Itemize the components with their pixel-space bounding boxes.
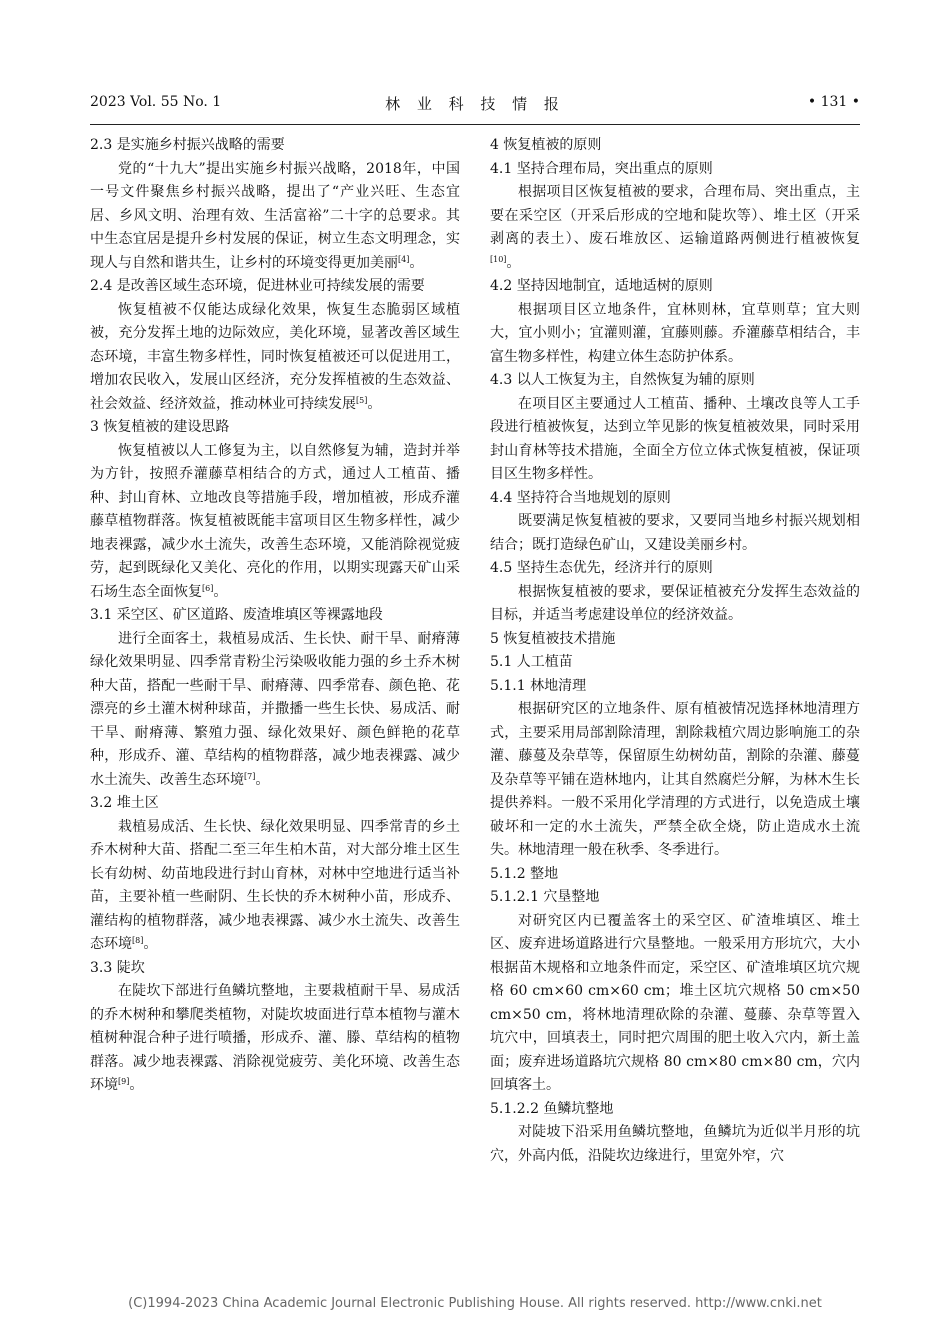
- paragraph-text: 在项目区主要通过人工植苗、播种、土壤改良等人工手段进行植被恢复，达到立竿见影的恢复植被效果，同时采用封山育林等技术措施，全面全方位立体式恢复植被，保证项目区生物多样性。: [490, 395, 860, 482]
- paragraph-text: 栽植易成活、生长快、绿化效果明显、四季常青的乡土乔木树种大苗、搭配二至三年生柏木苗，对大部分堆土区生长有幼树、幼苗地段进行封山育林，对林中空地进行适当补苗，主要补植一些耐阴、生长快的乔木树种小苗，形成乔、灌结构的植物群落，减少地表裸露、减少水土流失、改善生态环境: [90, 818, 460, 952]
- heading-text: 5.1.2.2 鱼鳞坑整地: [490, 1100, 614, 1117]
- heading-text: 5.1 人工植苗: [490, 654, 573, 670]
- right-column: [490, 134, 860, 1168]
- citation-ref: [8]: [132, 936, 144, 945]
- left-column: [90, 134, 460, 1098]
- heading-text: 4.2 坚持因地制宜，适地适树的原则: [490, 278, 713, 294]
- section-heading: [490, 557, 860, 581]
- paragraph-text: 根据项目区立地条件，宜林则林，宜草则草；宜大则大，宜小则小；宜灌则灌，宜藤则藤。乔灌藤草相结合，丰富生物多样性，构建立体生态防护体系。: [490, 301, 860, 365]
- citation-ref: [5]: [356, 395, 368, 405]
- paragraph-text: 对陡坡下沿采用鱼鳞坑整地，鱼鳞坑为近似半月形的坑穴，外高内低，沿陡坎边缘进行，里宽外窄，穴: [490, 1124, 860, 1164]
- heading-text: 2.3 是实施乡村振兴战略的需要: [90, 137, 285, 153]
- section-heading: [490, 886, 860, 910]
- section-heading: [490, 651, 860, 675]
- paragraph-text: 根据恢复植被的要求，要保证植被充分发挥生态效益的目标，并适当考虑建设单位的经济效益。: [490, 583, 860, 623]
- journal-volume: 2023 Vol. 55 No. 1: [90, 94, 222, 110]
- body-paragraph: [490, 698, 860, 863]
- citation-ref: [10]: [490, 254, 507, 264]
- heading-text: 5.1.1 林地清理: [490, 677, 587, 694]
- section-heading: [90, 134, 460, 158]
- heading-text: 4.5 坚持生态优先，经济并行的原则: [490, 560, 713, 576]
- section-heading: [90, 416, 460, 440]
- section-heading: [490, 158, 860, 182]
- body-paragraph: [490, 1121, 860, 1168]
- paragraph-tail: 。: [409, 254, 424, 271]
- paragraph-text: 恢复植被不仅能达成绿化效果，恢复生态脆弱区域植被，充分发挥土地的边际效应，美化环境，显著改善区域生态环境，丰富生物多样性，同时恢复植被还可以促进用工，增加农民收入，发展山区经济，充分发挥植被的生态效益、社会效益、经济效益，推动林业可持续发展: [90, 301, 460, 412]
- body-paragraph: [90, 816, 460, 957]
- heading-text: 3.1 采空区、矿区道路、废渣堆填区等裸露地段: [90, 607, 383, 623]
- section-heading: [90, 604, 460, 628]
- body-paragraph: [490, 581, 860, 628]
- citation-ref: [6]: [202, 583, 214, 593]
- heading-text: 5 恢复植被技术措施: [490, 630, 616, 647]
- paragraph-text: 根据研究区的立地条件、原有植被情况选择林地清理方式，主要采用局部割除清理，割除栽植穴周边影响施工的杂灌、藤蔓及杂草等，保留原生幼树幼苗，割除的杂灌、藤蔓及杂草等平铺在造林地内，让其自然腐烂分解，为林木生长提供养料。一般不采用化学清理的方式进行，以免造成土壤破坏和一定的水土流失，严禁全砍全烧，防止造成水土流失。林地清理一般在秋季、冬季进行。: [490, 701, 860, 858]
- paragraph-text: 恢复植被以人工修复为主，以自然修复为辅，造封并举为方针，按照乔灌藤草相结合的方式，通过人工植苗、播种、封山育林、立地改良等措施手段，增加植被，形成乔灌藤草植物群落。恢复植被既能丰富项目区生物多样性，减少地表裸露，减少水土流失，改善生态环境，又能消除视觉疲劳，起到既绿化又美化、亮化的作用，以期实现露天矿山采石场生态全面恢复: [90, 442, 460, 600]
- page-number: • 131 •: [807, 94, 860, 110]
- section-heading: [490, 487, 860, 511]
- body-paragraph: [490, 393, 860, 487]
- section-heading: [490, 863, 860, 887]
- citation-ref: [7]: [244, 771, 256, 781]
- heading-text: 4 恢复植被的原则: [490, 137, 602, 153]
- citation-ref: [4]: [398, 254, 410, 264]
- body-paragraph: [90, 299, 460, 417]
- heading-text: 4.1 坚持合理布局，突出重点的原则: [490, 160, 713, 177]
- body-paragraph: [490, 299, 860, 370]
- section-heading: [90, 792, 460, 816]
- body-paragraph: [90, 628, 460, 793]
- paragraph-text: 既要满足恢复植被的要求，又要同当地乡村振兴规划相结合；既打造绿色矿山，又建设美丽乡村。: [490, 513, 860, 553]
- paragraph-tail: 。: [506, 254, 521, 271]
- heading-text: 3.2 堆土区: [90, 795, 159, 811]
- paragraph-text: 对研究区内已覆盖客土的采空区、矿渣堆填区、堆土区、废弃进场道路进行穴垦整地。一般采用方形坑穴，大小根据苗木规格和立地条件而定，采空区、矿渣堆填区坑穴规格 60 cm×60 cm×60 cm；堆土区坑穴规格 50 cm×50 cm×50 cm，将林地清理砍除的杂灌、蔓藤、杂草等置入坑穴中，回填表土，同时把穴周围的肥土收入穴内，新土盖面；废弃进场道路坑穴规格 80 cm×80 cm×80 cm，穴内回填客土。: [490, 912, 860, 1093]
- body-paragraph: [90, 158, 460, 276]
- copyright-footer: (C)1994-2023 China Academic Journal Electronic Publishing House. All rights reserved. http://www.cnki.net: [128, 1296, 822, 1311]
- heading-text: 4.4 坚持符合当地规划的原则: [490, 489, 671, 506]
- heading-text: 5.1.2.1 穴垦整地: [490, 889, 600, 905]
- paragraph-text: 根据项目区恢复植被的要求，合理布局、突出重点，主要在采空区（开采后形成的空地和陡坎等）、堆土区（开采剥离的表土）、废石堆放区、运输道路两侧进行植被恢复: [490, 184, 860, 247]
- running-header: [90, 94, 860, 116]
- heading-text: 3.3 陡坎: [90, 959, 145, 976]
- header-rule: [90, 124, 860, 125]
- body-paragraph: [490, 910, 860, 1098]
- section-heading: [490, 134, 860, 158]
- body-paragraph: [90, 440, 460, 605]
- heading-text: 4.3 以人工恢复为主，自然恢复为辅的原则: [490, 372, 755, 388]
- paragraph-text: 党的“十九大”提出实施乡村振兴战略，2018年，中国一号文件聚焦乡村振兴战略，提出了“产业兴旺、生态宜居、乡风文明、治理有效、生活富裕”二十字的总要求。其中生态宜居是提升乡村发展的保证，树立生态文明理念，实现人与自然和谐共生，让乡村的环境变得更加美丽: [90, 160, 460, 271]
- body-paragraph: [90, 980, 460, 1098]
- heading-text: 5.1.2 整地: [490, 865, 559, 882]
- paragraph-tail: 。: [255, 771, 270, 788]
- section-heading: [490, 675, 860, 699]
- journal-title: 林 业 科 技 情 报: [385, 95, 565, 113]
- paragraph-text: 在陡坎下部进行鱼鳞坑整地，主要栽植耐干旱、易成活的乔木树种和攀爬类植物，对陡坎坡面进行草本植物与灌木植树种混合种子进行喷播，形成乔、灌、滕、草结构的植物群落。减少地表裸露、消除视觉疲劳、美化环境、改善生态环境: [90, 983, 460, 1093]
- paragraph-tail: 。: [143, 936, 158, 952]
- citation-ref: [9]: [118, 1077, 130, 1086]
- section-heading: [490, 628, 860, 652]
- heading-text: 3 恢复植被的建设思路: [90, 419, 230, 435]
- body-paragraph: [490, 181, 860, 275]
- section-heading: [490, 275, 860, 299]
- paragraph-tail: 。: [213, 583, 228, 600]
- body-paragraph: [490, 510, 860, 557]
- section-heading: [90, 275, 460, 299]
- paragraph-tail: 。: [367, 395, 382, 412]
- section-heading: [490, 369, 860, 393]
- paragraph-text: 进行全面客土，栽植易成活、生长快、耐干旱、耐瘠薄绿化效果明显、四季常青粉尘污染吸收能力强的乡土乔木树种大苗，搭配一些耐干旱、耐瘠薄、四季常春、颜色艳、花漂亮的乡土灌木树种球苗，并撒播一些生长快、易成活、耐干旱、耐瘠薄、繁殖力强、绿化效果好、颜色鲜艳的花草种，形成乔、灌、草结构的植物群落，减少地表裸露、减少水土流失、改善生态环境: [90, 630, 460, 788]
- section-heading: [490, 1098, 860, 1122]
- heading-text: 2.4 是改善区域生态环境，促进林业可持续发展的需要: [90, 278, 425, 294]
- section-heading: [90, 957, 460, 981]
- paragraph-tail: 。: [129, 1077, 144, 1093]
